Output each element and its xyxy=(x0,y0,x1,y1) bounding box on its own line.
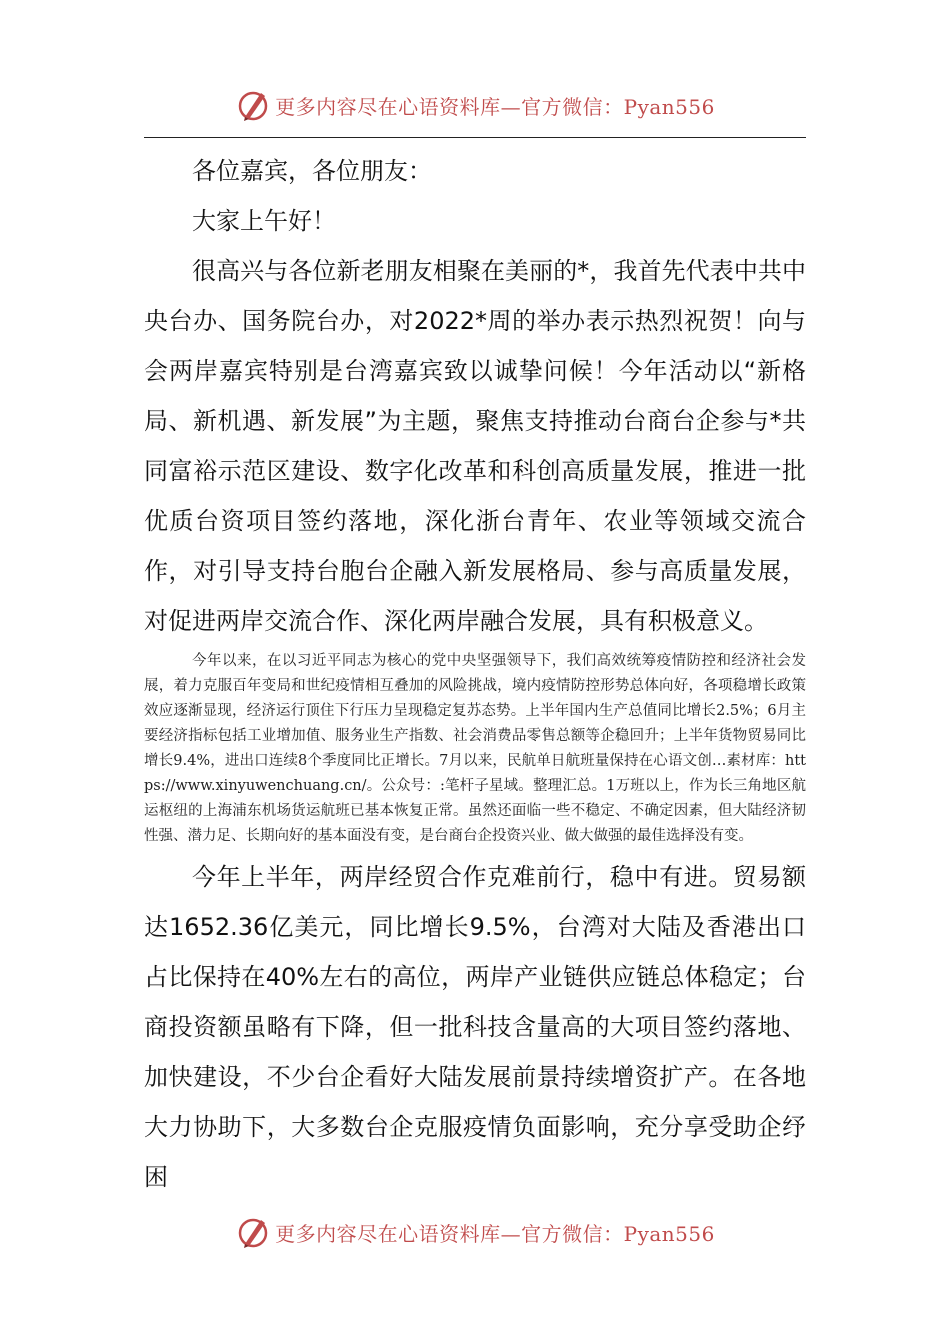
page-header-watermark xyxy=(0,80,950,130)
pen-circle-logo-icon xyxy=(235,87,271,123)
paragraph-3: 今年上半年，两岸经贸合作克难前行，稳中有进。贸易额达1652.36亿美元，同比增长9.5%，台湾对大陆及香港出口占比保持在40%左右的高位，两岸产业链供应链总体稳定；台商投资额虽略有下降，但一批科技含量高的大项目签约落地、加快建设，不少台企看好大陆发展前景持续增资扩产。在各地大力协助下，大多数台企克服疫情负面影响，充分享受助企纾困 xyxy=(144,863,806,1191)
page-footer-watermark xyxy=(0,1207,950,1257)
footer-watermark-text: 更多内容尽在心语资料库—官方微信：Pyan556 xyxy=(275,1221,715,1246)
header-divider xyxy=(144,137,806,138)
paragraph-2: 今年以来，在以习近平同志为核心的党中央坚强领导下，我们高效统筹疫情防控和经济社会发展，着力克服百年变局和世纪疫情相互叠加的风险挑战，境内疫情防控形势总体向好，各项稳增长政策效应逐渐显现，经济运行顶住下行压力呈现稳定复苏态势。上半年国内生产总值同比增长2.5%；6月主要经济指标包括工业增加值、服务业生产指数、社会消费品零售总额等企稳回升；上半年货物贸易同比增长9.4%，进出口连续8个季度同比正增长。7月以来，民航单日航班量保持在心语文创…素材库：https://www.xinyuwenchuang.cn/。公众号：:笔杆子星域。整理汇总。1万班以上，作为长三角地区航运枢纽的上海浦东机场货运航班已基本恢复正常。虽然还面临一些不稳定、不确定因素，但大陆经济韧性强、潜力足、长期向好的基本面没有变，是台商台企投资兴业、做大做强的最佳选择没有变。 xyxy=(144,653,806,844)
document-body xyxy=(144,146,806,1202)
pen-circle-logo-icon xyxy=(235,1214,271,1250)
greeting: 大家上午好！ xyxy=(192,207,336,235)
salutation: 各位嘉宾，各位朋友： xyxy=(192,157,432,185)
header-watermark-text: 更多内容尽在心语资料库—官方微信：Pyan556 xyxy=(275,94,715,119)
paragraph-1: 很高兴与各位新老朋友相聚在美丽的*，我首先代表中共中央台办、国务院台办，对2022*周的举办表示热烈祝贺！向与会两岸嘉宾特别是台湾嘉宾致以诚挚问候！今年活动以“新格局、新机遇、新发展”为主题，聚焦支持推动台商台企参与*共同富裕示范区建设、数字化改革和科创高质量发展，推进一批优质台资项目签约落地，深化浙台青年、农业等领域交流合作，对引导支持台胞台企融入新发展格局、参与高质量发展，对促进两岸交流合作、深化两岸融合发展，具有积极意义。 xyxy=(144,257,806,635)
